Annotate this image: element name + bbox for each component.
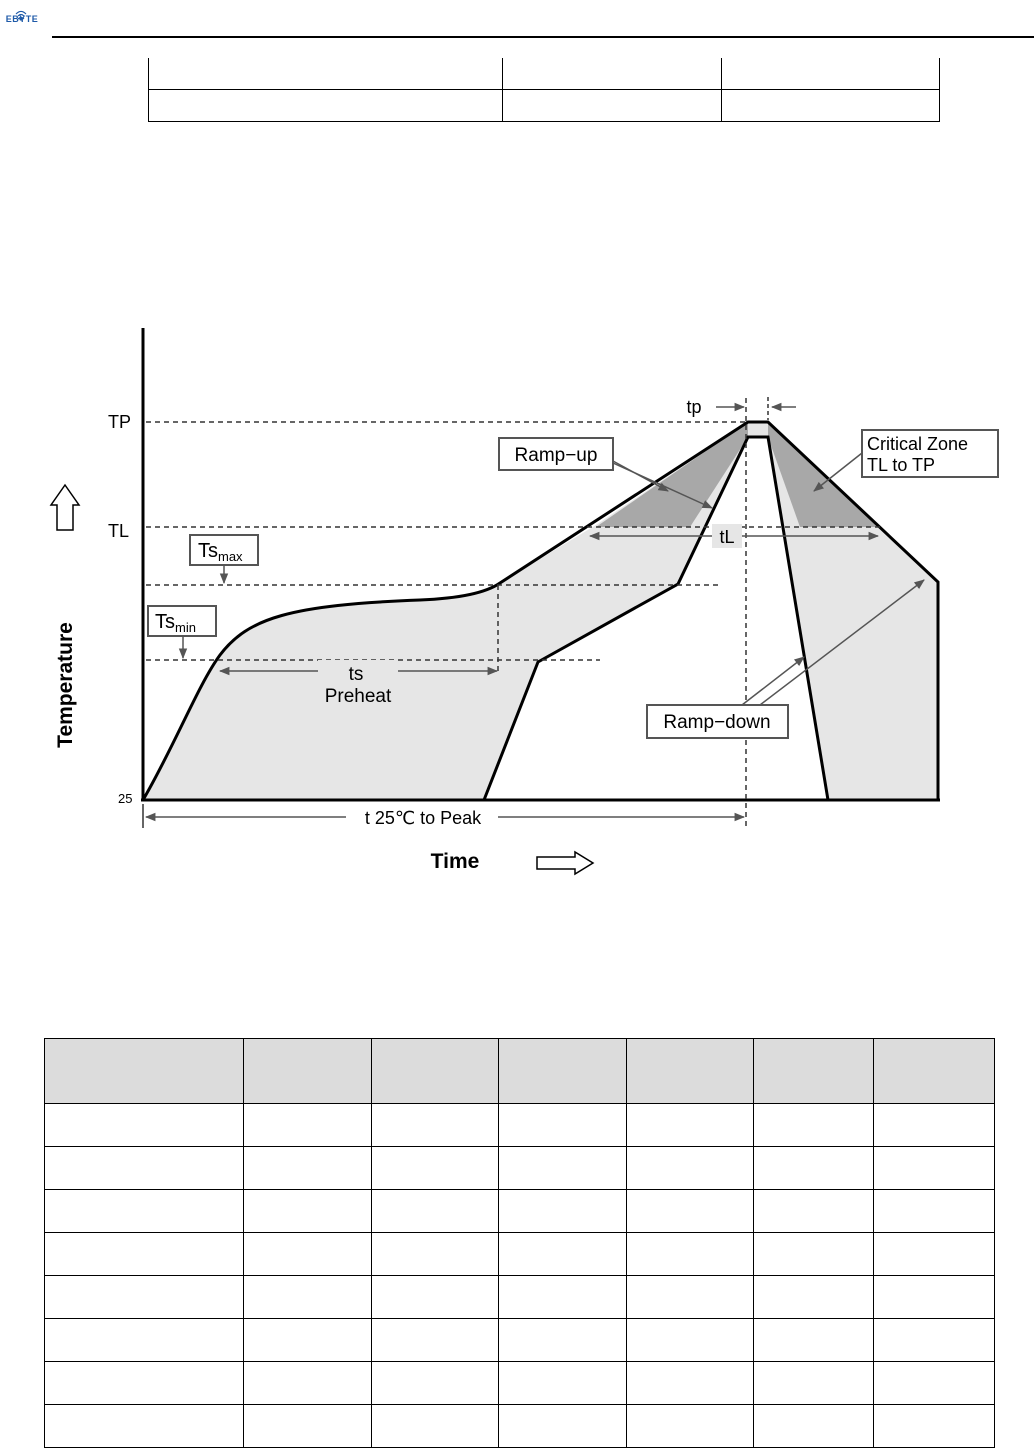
table-cell	[372, 1190, 499, 1233]
table-row	[45, 1319, 995, 1362]
table-cell	[503, 58, 722, 90]
ts-max-label: $Ts_{max}$	[198, 540, 243, 564]
table-cell	[499, 1319, 627, 1362]
table-row	[45, 1190, 995, 1233]
table-cell	[754, 1276, 874, 1319]
x-axis-label: Time	[430, 850, 480, 873]
table-cell	[874, 1405, 995, 1448]
preheat-label: Preheat	[324, 686, 392, 707]
table-cell	[149, 90, 503, 122]
bottom-table	[44, 1038, 995, 1448]
table-cell	[874, 1104, 995, 1147]
table-cell	[499, 1104, 627, 1147]
table-cell	[372, 1147, 499, 1190]
table-row	[45, 1276, 995, 1319]
table-cell	[499, 1405, 627, 1448]
header-divider	[52, 36, 1034, 38]
table-cell	[244, 1319, 372, 1362]
table-header-cell	[45, 1039, 244, 1104]
ts-min-label: $Ts_{min}$	[155, 611, 196, 635]
table-cell	[244, 1405, 372, 1448]
table-cell	[45, 1405, 244, 1448]
table-row	[149, 58, 940, 90]
table-cell	[499, 1147, 627, 1190]
table-header-cell	[372, 1039, 499, 1104]
ramp-down-pointer-1	[742, 657, 804, 705]
table-cell	[754, 1405, 874, 1448]
table-header-cell	[499, 1039, 627, 1104]
table-cell	[244, 1233, 372, 1276]
table-cell	[754, 1362, 874, 1405]
critical-zone-line1: Critical Zone	[867, 434, 969, 454]
table-cell	[503, 90, 722, 122]
y-origin-label: 25	[118, 791, 133, 806]
table-cell	[627, 1147, 754, 1190]
table-cell	[372, 1104, 499, 1147]
table-cell	[244, 1362, 372, 1405]
table-header-cell	[754, 1039, 874, 1104]
table-row	[45, 1362, 995, 1405]
table-cell	[754, 1319, 874, 1362]
table-cell	[754, 1233, 874, 1276]
table-cell	[627, 1276, 754, 1319]
table-cell	[754, 1147, 874, 1190]
table-cell	[722, 90, 940, 122]
table-cell	[45, 1104, 244, 1147]
table-cell	[372, 1405, 499, 1448]
tl-time-label: tL	[719, 527, 735, 547]
table-row	[45, 1104, 995, 1147]
table-row	[45, 1405, 995, 1448]
table-cell	[372, 1319, 499, 1362]
table-row	[149, 90, 940, 122]
tl-level-label: TL	[108, 521, 130, 541]
table-cell	[874, 1276, 995, 1319]
table-cell	[874, 1233, 995, 1276]
table-cell	[754, 1190, 874, 1233]
table-header-cell	[244, 1039, 372, 1104]
table-cell	[372, 1233, 499, 1276]
table-cell	[149, 58, 503, 90]
table-cell	[45, 1147, 244, 1190]
table-cell	[627, 1233, 754, 1276]
table-cell	[874, 1319, 995, 1362]
reflow-profile-diagram	[0, 300, 1034, 900]
tp-level-label: TP	[108, 412, 132, 432]
table-cell	[874, 1147, 995, 1190]
table-row	[45, 1147, 995, 1190]
table-cell	[244, 1147, 372, 1190]
table-cell	[45, 1190, 244, 1233]
table-cell	[627, 1190, 754, 1233]
table-cell	[244, 1276, 372, 1319]
table-cell	[499, 1276, 627, 1319]
top-table	[148, 58, 940, 122]
table-cell	[874, 1362, 995, 1405]
table-cell	[244, 1104, 372, 1147]
y-axis-label: Temperature	[54, 622, 77, 748]
table-cell	[874, 1190, 995, 1233]
table-cell	[754, 1104, 874, 1147]
table-header-row	[45, 1039, 995, 1104]
table-cell	[627, 1319, 754, 1362]
t25-label: t 25℃ to Peak	[364, 808, 482, 828]
ramp-down-label: Ramp−down	[663, 712, 771, 733]
tp-time-label: tp	[686, 397, 702, 417]
ramp-up-label: Ramp−up	[514, 445, 598, 466]
table-cell	[45, 1276, 244, 1319]
table-header-cell	[874, 1039, 995, 1104]
up-arrow-icon	[51, 485, 79, 530]
table-row	[45, 1233, 995, 1276]
table-cell	[244, 1190, 372, 1233]
table-cell	[372, 1362, 499, 1405]
table-cell	[499, 1190, 627, 1233]
table-cell	[499, 1233, 627, 1276]
table-cell	[627, 1362, 754, 1405]
table-cell	[45, 1319, 244, 1362]
table-cell	[499, 1362, 627, 1405]
table-cell	[45, 1362, 244, 1405]
table-header-cell	[627, 1039, 754, 1104]
table-cell	[627, 1405, 754, 1448]
table-cell	[372, 1276, 499, 1319]
table-cell	[722, 58, 940, 90]
right-arrow-icon	[537, 852, 593, 874]
table-cell	[45, 1233, 244, 1276]
ts-label: ts	[348, 664, 364, 685]
table-cell	[627, 1104, 754, 1147]
logo-text: EBYTE	[5, 14, 39, 24]
critical-zone-line2: TL to TP	[867, 455, 936, 475]
